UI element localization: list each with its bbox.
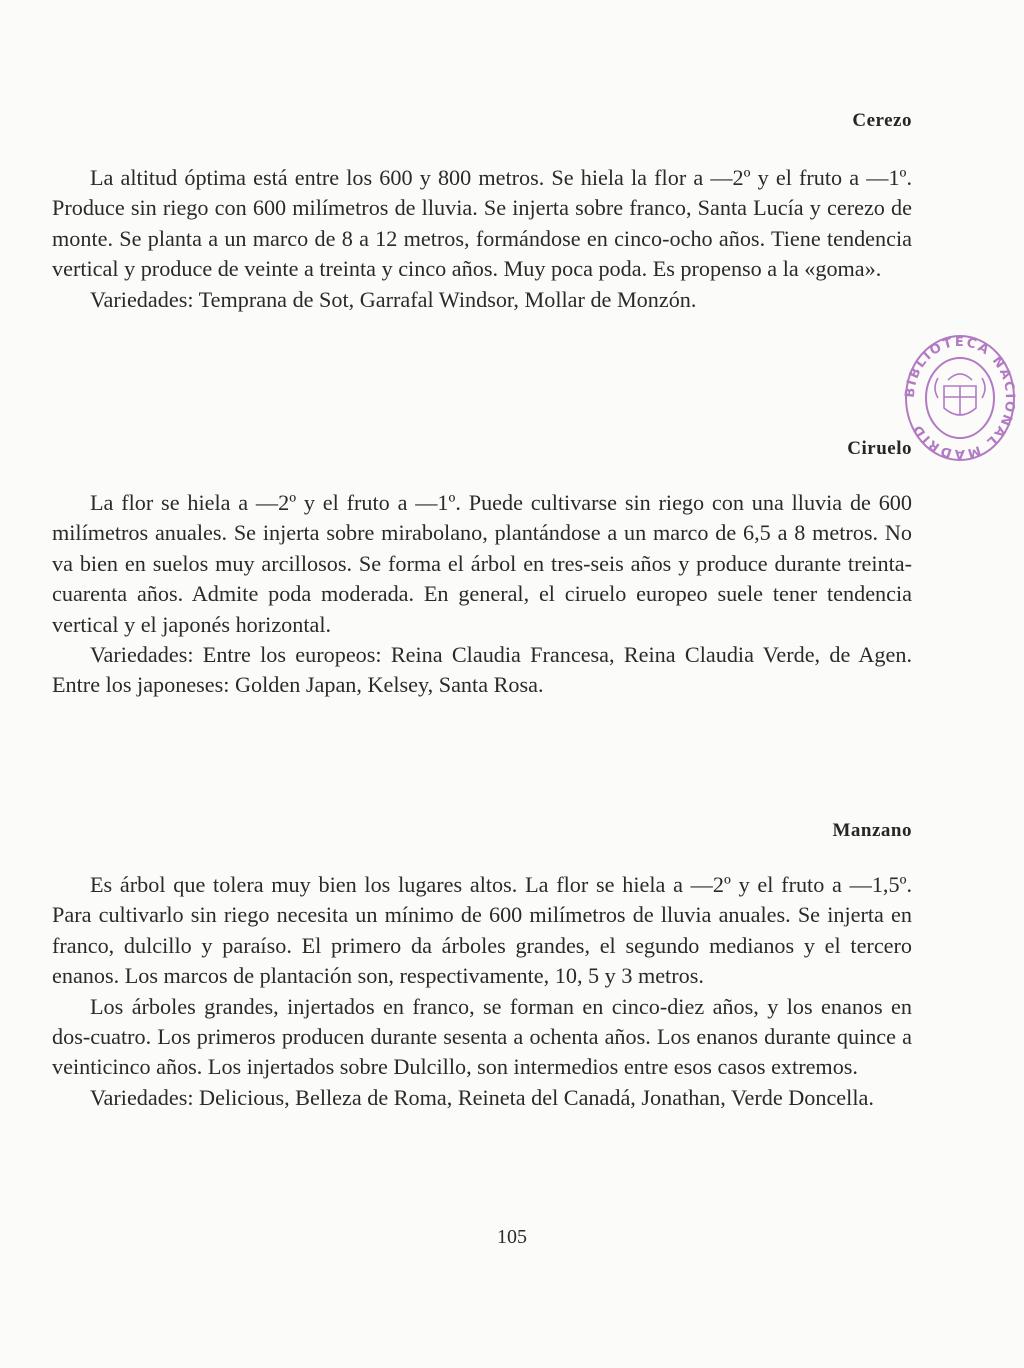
paragraph: Es árbol que tolera muy bien los lugares altos. La flor se hiela a —2º y el fruto a —1,5º. Para cultivarlo sin riego necesita un mínimo de 600 milímetros de lluvia anuales. Se injerta en franco, dulcillo y paraíso. El primero da árboles grandes, el segundo medianos y el tercero enanos. Los marcos de plantación son, respectivamente, 10, 5 y 3 metros. [52, 872, 912, 989]
section-manzano [52, 870, 912, 1113]
stamp-text: BIBLIOTECA NACIONAL MADRID [902, 334, 1018, 462]
paragraph: Los árboles grandes, injertados en franco, se forman en cinco-diez años, y los enanos en dos-cuatro. Los primeros producen durante sesenta a ochenta años. Los enanos durante quince a veinticinco años. Los injertados sobre Dulcillo, son intermedios entre esos casos extremos. [52, 993, 912, 1080]
paragraph: La flor se hiela a —2º y el fruto a —1º. Puede cultivarse sin riego con una lluvia de 600 milímetros anuales. Se injerta sobre mirabolano, plantándose a un marco de 6,5 a 8 metros. No va bien en suelos muy arcillosos. Se forma el árbol en tres-seis años y produce durante treinta-cuarenta años. Admite poda moderada. En general, el ciruelo europeo suele tener tendencia vertical y el japonés horizontal. [52, 490, 912, 637]
paragraph: Variedades: Entre los europeos: Reina Claudia Francesa, Reina Claudia Verde, de Agen. Entre los japoneses: Golden Japan, Kelsey, Santa Rosa. [52, 642, 912, 698]
library-stamp-icon [902, 328, 1018, 468]
heading-cerezo: Cerezo [852, 110, 912, 131]
section-ciruelo [52, 488, 912, 701]
paragraph: La altitud óptima está entre los 600 y 800 metros. Se hiela la flor a —2º y el fruto a —1º. Produce sin riego con 600 milímetros de lluvia. Se injerta sobre franco, Santa Lucía y cerezo de monte. Se planta a un marco de 8 a 12 metros, formándose en cinco-ocho años. Tiene tendencia vertical y produce de veinte a treinta y cinco años. Muy poca poda. Es propenso a la «goma». [52, 165, 912, 282]
section-cerezo [52, 163, 912, 315]
heading-ciruelo: Ciruelo [847, 438, 912, 459]
heading-manzano: Manzano [832, 820, 912, 841]
page-number: 105 [497, 1226, 527, 1248]
paragraph: Variedades: Delicious, Belleza de Roma, Reineta del Canadá, Jonathan, Verde Doncella. [90, 1084, 874, 1110]
paragraph: Variedades: Temprana de Sot, Garrafal Windsor, Mollar de Monzón. [90, 286, 697, 312]
